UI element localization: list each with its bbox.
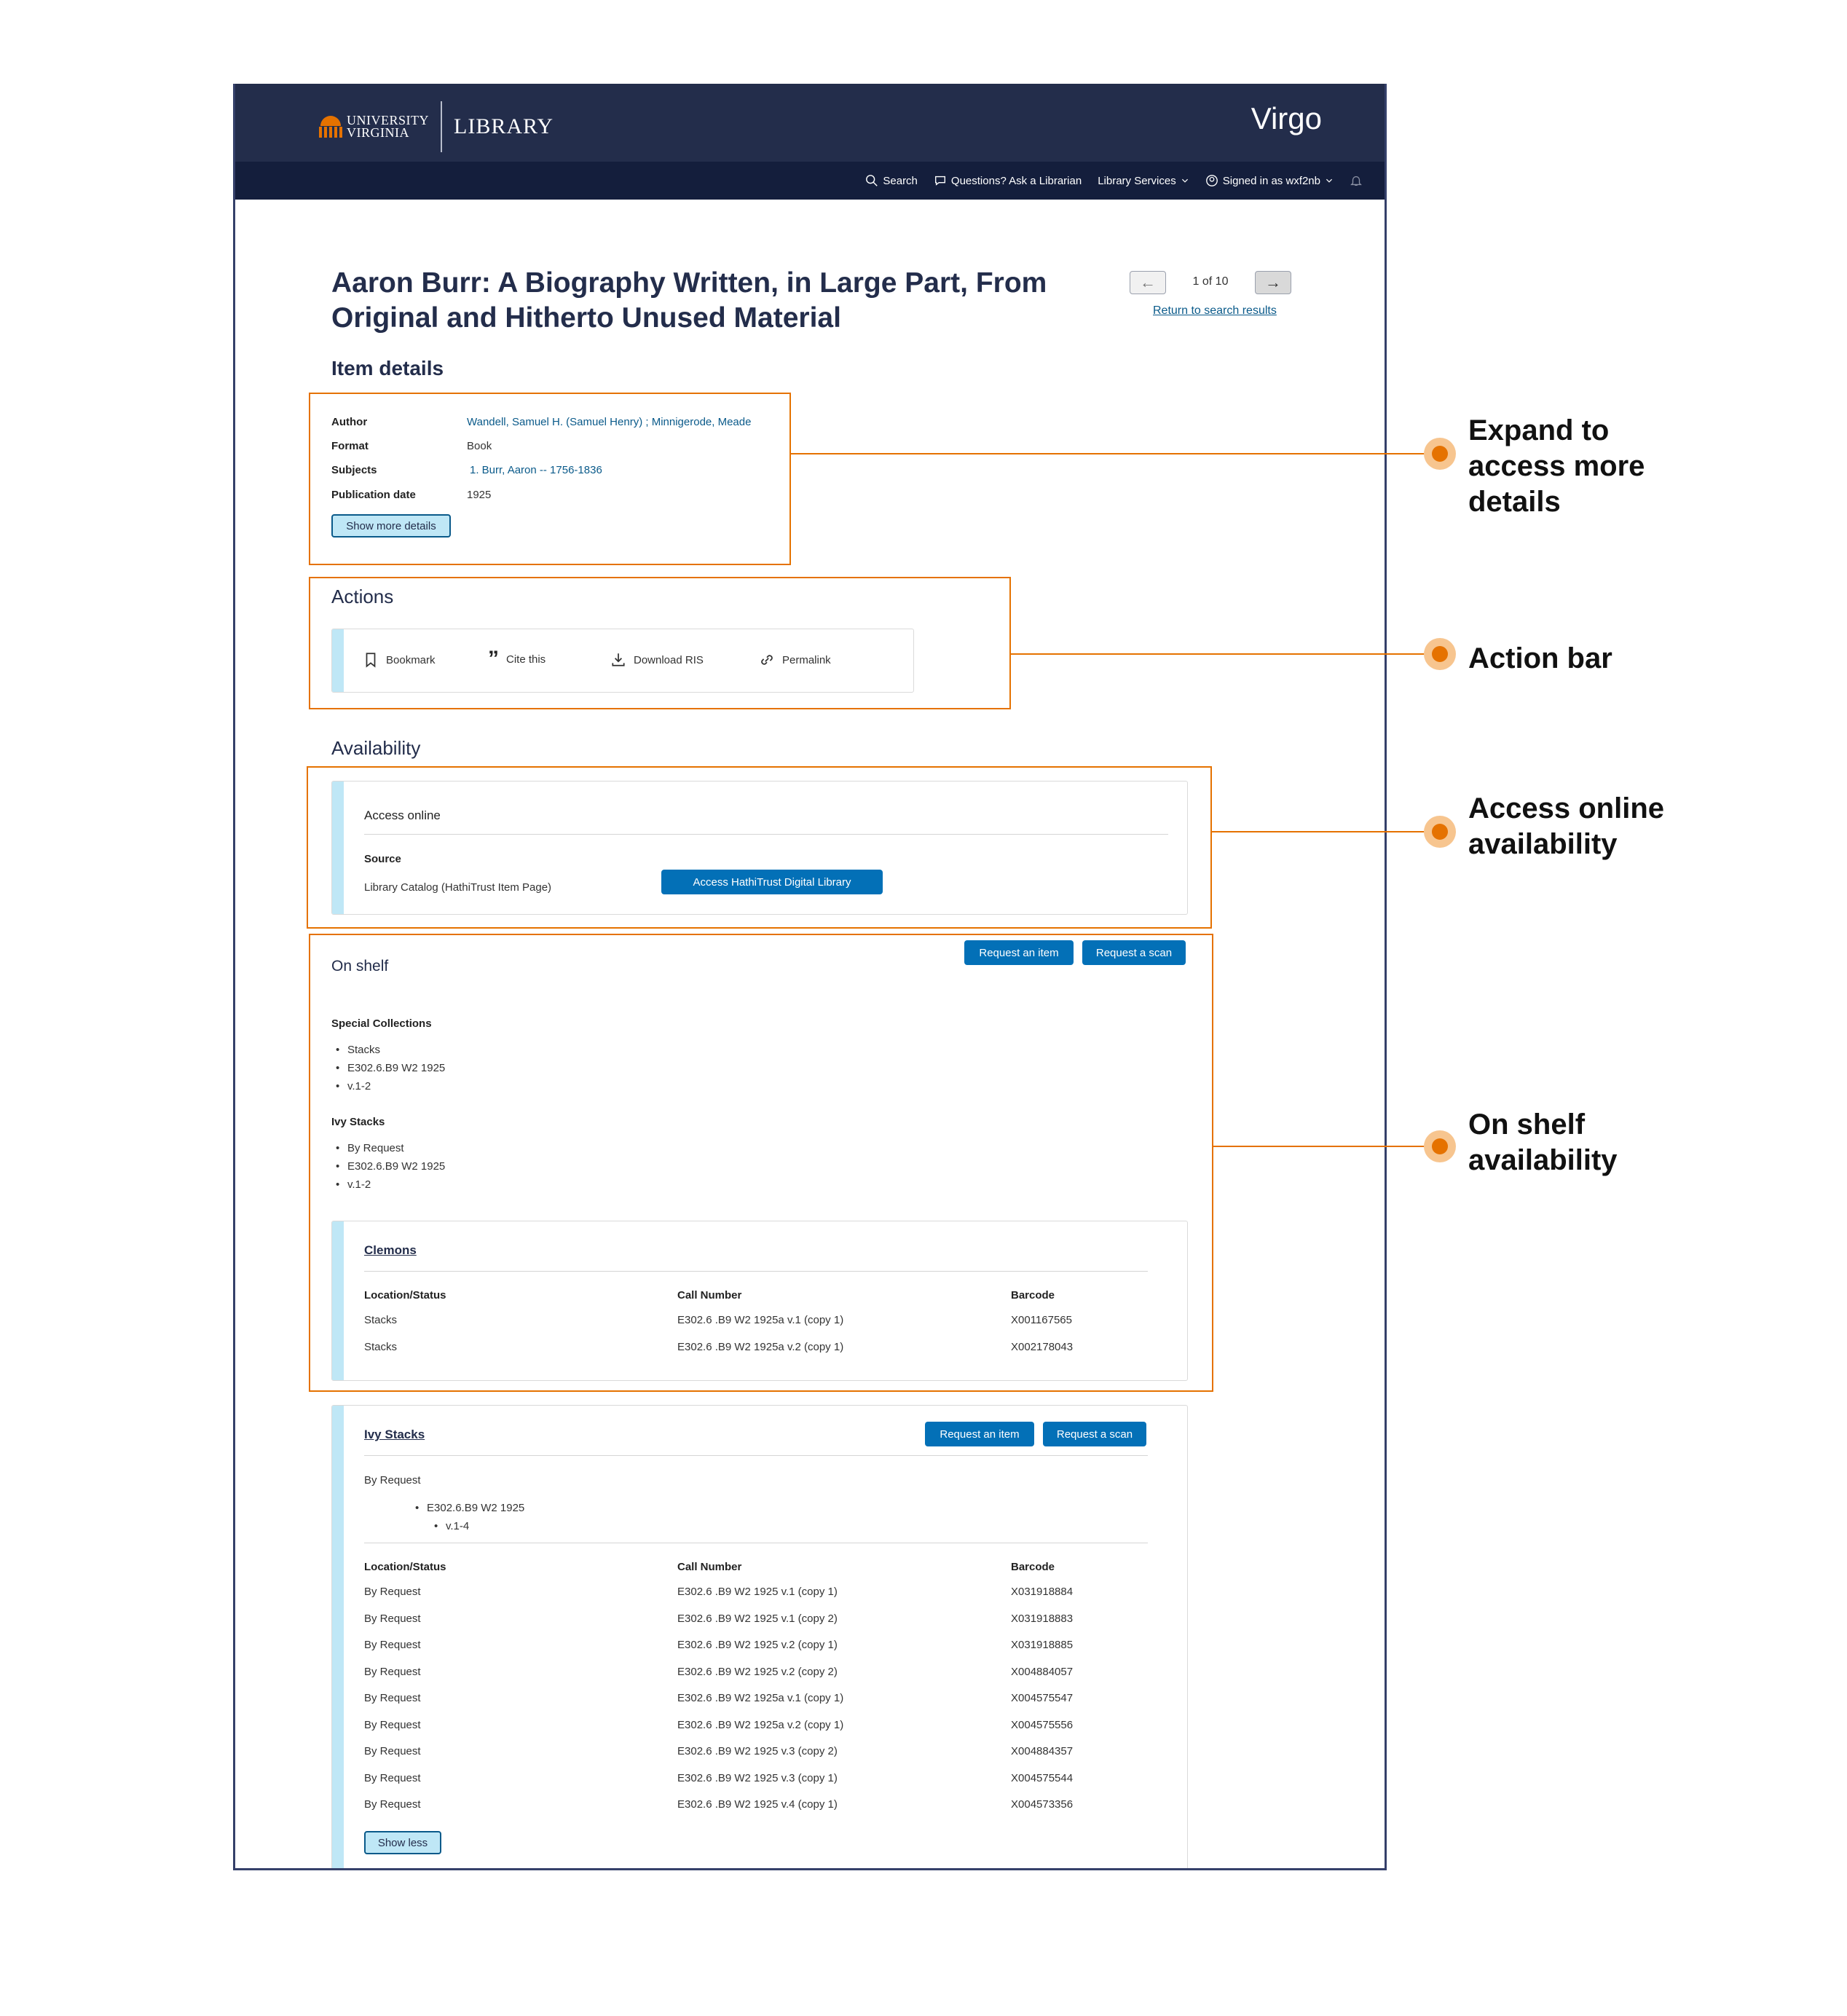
table-cell: By Request xyxy=(364,1665,421,1678)
nav-library-services[interactable]: Library Services xyxy=(1098,175,1189,187)
table-cell: X004575547 xyxy=(1011,1692,1074,1704)
actions-heading: Actions xyxy=(331,586,394,607)
table-cell: X002178043 xyxy=(1011,1341,1074,1353)
list-item: • E302.6.B9 W2 1925 xyxy=(336,1157,445,1176)
list-item: • Stacks xyxy=(336,1041,445,1059)
list-item: • v.1-2 xyxy=(336,1176,445,1194)
annotation-box-shelf xyxy=(309,934,1213,1392)
cite-button[interactable]: ” Cite this xyxy=(488,647,546,671)
search-icon xyxy=(865,174,878,187)
utility-nav xyxy=(235,162,1385,200)
chat-icon xyxy=(934,174,947,187)
column-header: Call Number xyxy=(677,1561,742,1573)
format-value: Book xyxy=(467,440,492,452)
column-header: Barcode xyxy=(1011,1289,1055,1302)
date-label: Publication date xyxy=(331,489,416,501)
table-cell: Stacks xyxy=(364,1314,398,1326)
column-header: Barcode xyxy=(1011,1561,1055,1573)
table-cell: By Request xyxy=(364,1692,421,1704)
show-less-button[interactable]: Show less xyxy=(364,1831,441,1854)
column-header: Call Number xyxy=(677,1289,742,1302)
pager-count: 1 of 10 xyxy=(1192,275,1229,288)
table-cell: By Request xyxy=(364,1612,421,1625)
nav-ask-librarian[interactable]: Questions? Ask a Librarian xyxy=(934,174,1082,187)
annotation-box-actions xyxy=(309,577,1011,709)
ivy-call-list xyxy=(415,1499,524,1535)
library-label: LIBRARY xyxy=(454,114,554,138)
table-cell: E302.6 .B9 W2 1925a v.2 (copy 1) xyxy=(677,1718,844,1731)
masthead xyxy=(235,84,1385,162)
request-item-button[interactable]: Request an item xyxy=(925,1422,1034,1446)
subject-link[interactable]: 1. Burr, Aaron -- 1756-1836 xyxy=(470,464,602,476)
request-item-button[interactable]: Request an item xyxy=(964,940,1074,965)
subjects-label: Subjects xyxy=(331,464,377,476)
previous-record-button[interactable] xyxy=(1130,271,1166,294)
table-cell: E302.6 .B9 W2 1925 v.2 (copy 1) xyxy=(677,1639,838,1651)
table-cell: By Request xyxy=(364,1639,421,1651)
arrow-right-icon: → xyxy=(1265,273,1281,291)
table-cell: X004575556 xyxy=(1011,1718,1074,1731)
date-value: 1925 xyxy=(467,489,492,501)
bookmark-button[interactable]: Bookmark xyxy=(363,652,436,668)
item-details-heading: Item details xyxy=(331,357,444,379)
logo-divider xyxy=(441,101,442,152)
annotation-label-expand: Expand to access more details xyxy=(1468,414,1645,518)
notifications-button[interactable] xyxy=(1350,174,1363,187)
author-label: Author xyxy=(331,416,368,428)
location-group-name: Ivy Stacks xyxy=(331,1116,385,1128)
quote-icon: ” xyxy=(488,647,499,671)
table-cell: E302.6 .B9 W2 1925 v.3 (copy 1) xyxy=(677,1771,838,1784)
table-cell: E302.6 .B9 W2 1925 v.2 (copy 2) xyxy=(677,1665,838,1678)
table-cell: X031918885 xyxy=(1011,1639,1074,1651)
on-shelf-title: On shelf xyxy=(331,958,389,974)
chevron-down-icon xyxy=(1325,176,1334,185)
table-cell: X031918883 xyxy=(1011,1612,1074,1625)
user-icon xyxy=(1205,174,1218,187)
location-group-name: Special Collections xyxy=(331,1017,432,1030)
format-label: Format xyxy=(331,440,369,452)
app-name: Virgo xyxy=(1251,101,1322,135)
return-to-search-link[interactable]: Return to search results xyxy=(1153,304,1277,317)
annotation-box-online xyxy=(307,766,1212,929)
chevron-down-icon xyxy=(1181,176,1189,185)
list-item: • By Request xyxy=(336,1139,445,1157)
list-item: • E302.6.B9 W2 1925 xyxy=(336,1059,445,1077)
download-ris-button[interactable]: Download RIS xyxy=(610,652,704,668)
table-cell: E302.6 .B9 W2 1925 v.1 (copy 1) xyxy=(677,1586,838,1598)
list-item: • v.1-2 xyxy=(336,1077,445,1095)
ivy-stacks-link[interactable]: Ivy Stacks xyxy=(364,1428,425,1441)
annotation-label-shelf: On shelf availability xyxy=(1468,1109,1618,1176)
column-header: Location/Status xyxy=(364,1289,446,1302)
access-online-title: Access online xyxy=(364,808,441,822)
annotation-leader xyxy=(1213,1146,1440,1147)
source-label: Source xyxy=(364,853,401,865)
availability-heading: Availability xyxy=(331,737,421,759)
table-cell: E302.6 .B9 W2 1925a v.1 (copy 1) xyxy=(677,1314,844,1326)
library-logo[interactable] xyxy=(319,111,554,142)
table-cell: E302.6 .B9 W2 1925a v.2 (copy 1) xyxy=(677,1341,844,1353)
bell-icon xyxy=(1350,174,1363,187)
request-scan-button[interactable]: Request a scan xyxy=(1082,940,1186,965)
table-cell: E302.6 .B9 W2 1925 v.3 (copy 2) xyxy=(677,1745,838,1757)
request-scan-button[interactable]: Request a scan xyxy=(1043,1422,1146,1446)
list-item: • v.1-4 xyxy=(415,1517,524,1535)
annotation-leader xyxy=(1011,653,1440,655)
list-item: • E302.6.B9 W2 1925 xyxy=(415,1499,524,1517)
table-cell: X004884357 xyxy=(1011,1745,1074,1757)
table-cell: X031918884 xyxy=(1011,1586,1074,1598)
table-cell: By Request xyxy=(364,1771,421,1784)
author-link[interactable]: Wandell, Samuel H. (Samuel Henry) ; Minnigerode, Meade xyxy=(467,416,752,428)
annotation-leader xyxy=(791,453,1440,454)
annotation-box-item-details xyxy=(309,393,791,565)
rotunda-icon xyxy=(319,116,342,138)
permalink-button[interactable]: Permalink xyxy=(759,652,831,668)
annotation-marker xyxy=(1424,816,1456,848)
table-cell: By Request xyxy=(364,1718,421,1731)
annotation-leader xyxy=(1212,831,1440,832)
ivy-stacks-card xyxy=(331,1405,1188,1870)
access-hathitrust-button[interactable]: Access HathiTrust Digital Library xyxy=(661,870,883,894)
table-cell: By Request xyxy=(364,1586,421,1598)
table-cell: X004573356 xyxy=(1011,1798,1074,1811)
table-cell: By Request xyxy=(364,1745,421,1757)
annotation-marker xyxy=(1424,1130,1456,1162)
source-value: Library Catalog (HathiTrust Item Page) xyxy=(364,881,552,894)
column-header: Location/Status xyxy=(364,1561,446,1573)
table-cell: E302.6 .B9 W2 1925 v.1 (copy 2) xyxy=(677,1612,838,1625)
record-title: Aaron Burr: A Biography Written, in Large Part, From Original and Hitherto Unused Material xyxy=(331,267,1047,334)
table-cell: Stacks xyxy=(364,1341,398,1353)
clemons-link[interactable]: Clemons xyxy=(364,1243,417,1257)
show-more-details-button[interactable]: Show more details xyxy=(331,514,451,538)
annotation-label-action-bar: Action bar xyxy=(1468,642,1612,674)
table-cell: X001167565 xyxy=(1011,1314,1072,1326)
table-cell: E302.6 .B9 W2 1925a v.1 (copy 1) xyxy=(677,1692,844,1704)
table-cell: X004575544 xyxy=(1011,1771,1074,1784)
annotation-label-online: Access online availability xyxy=(1468,792,1665,860)
arrow-left-icon: ← xyxy=(1140,273,1156,291)
record-pager xyxy=(1130,271,1296,300)
table-cell: X004884057 xyxy=(1011,1665,1074,1678)
table-cell: E302.6 .B9 W2 1925 v.4 (copy 1) xyxy=(677,1798,838,1811)
ivy-status: By Request xyxy=(364,1474,421,1487)
annotation-marker xyxy=(1424,638,1456,670)
uva-wordmark: UNIVERSITY VIRGINIA xyxy=(347,113,429,140)
nav-search[interactable]: Search xyxy=(865,174,918,187)
nav-account[interactable]: Signed in as wxf2nb xyxy=(1205,174,1334,187)
annotation-marker xyxy=(1424,438,1456,470)
table-cell: By Request xyxy=(364,1798,421,1811)
next-record-button[interactable] xyxy=(1255,271,1291,294)
